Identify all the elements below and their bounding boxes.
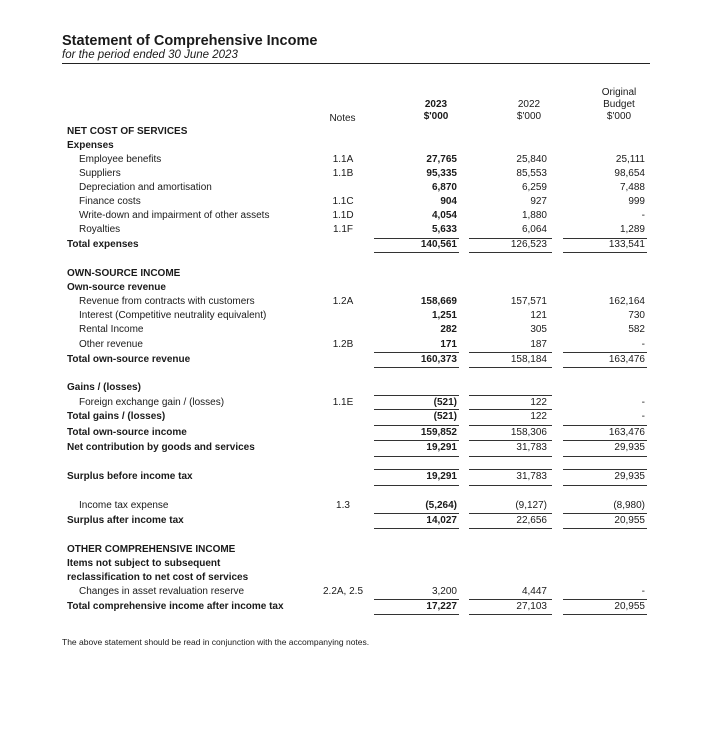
row-label: Interest (Competitive neutrality equivalent) [79,310,267,321]
footnote: The above statement should be read in conjunction with the accompanying notes. [62,637,370,647]
rule [563,425,647,426]
row-label: Royalties [79,224,121,235]
value-budget: 1,289 [619,224,645,235]
value-2023: 171 [440,339,457,350]
row-label: Expenses [67,140,114,151]
table-row [62,441,662,455]
value-2022: 126,523 [510,239,547,250]
row-label: Gains / (losses) [67,382,141,393]
rule [469,238,552,239]
value-2023: (521) [433,397,457,408]
rule [374,367,459,368]
value-budget: 98,654 [614,168,645,179]
value-budget: - [641,586,645,597]
rule [374,528,459,529]
rule [469,513,552,514]
column-header-2022-unit: $'000 [516,111,542,122]
value-budget: 29,935 [614,471,645,482]
row-label: Total comprehensive income after income tax [67,601,284,612]
rule [469,485,552,486]
row-label: Finance costs [79,196,141,207]
value-2022: 85,553 [516,168,547,179]
value-2023: 95,335 [426,168,457,179]
row-label: Own-source revenue [67,282,166,293]
rule [563,456,647,457]
row-note: 2.2A, 2.5 [322,586,364,597]
value-budget: - [641,397,645,408]
notes-column-header: Notes [329,113,356,124]
value-2022: (9,127) [515,500,547,511]
column-header-budget [578,87,660,123]
row-label: OWN-SOURCE INCOME [67,268,181,279]
table-row [62,267,662,281]
table-row [62,571,662,585]
row-note: 1.2A [332,296,354,307]
rule [563,528,647,529]
row-note: 1.1B [332,168,354,179]
value-2023: 159,852 [420,427,457,438]
value-2022: 31,783 [516,471,547,482]
value-2022: 27,103 [516,601,547,612]
table-row [62,181,662,195]
value-2022: 158,306 [510,427,547,438]
value-budget: (8,980) [613,500,645,511]
row-label: Surplus before income tax [67,471,193,482]
column-header-2023 [395,99,477,123]
row-label: Total gains / (losses) [67,411,166,422]
value-2022: 25,840 [516,154,547,165]
row-label: Revenue from contracts with customers [79,296,255,307]
column-header-2022-year: 2022 [517,99,541,110]
value-2022: 22,656 [516,515,547,526]
rule [374,485,459,486]
rule [469,425,552,426]
value-2023: 14,027 [426,515,457,526]
table-row [62,396,662,410]
value-2023: 17,227 [426,601,457,612]
value-2023: 4,054 [431,210,457,221]
rule [374,395,459,396]
row-label: Other revenue [79,339,143,350]
value-budget: 999 [628,196,645,207]
rule [563,614,647,615]
rule [374,238,459,239]
row-label: Suppliers [79,168,121,179]
rule [469,252,552,253]
value-budget: 582 [628,324,645,335]
rule [374,456,459,457]
value-budget: 25,111 [615,154,645,165]
rule [469,440,552,441]
value-2023: 19,291 [426,471,457,482]
column-header-2023-unit: $'000 [423,111,449,122]
row-label: Rental Income [79,324,144,335]
value-2022: 31,783 [516,442,547,453]
rule [563,513,647,514]
row-label: Changes in asset revaluation reserve [79,586,245,597]
column-header-budget-line2: Budget [603,99,635,110]
column-header-budget-unit: $'000 [606,111,632,122]
row-label: OTHER COMPREHENSIVE INCOME [67,544,236,555]
rule [469,528,552,529]
row-label: Depreciation and amortisation [79,182,212,193]
value-2023: 282 [440,324,457,335]
row-note: 1.1E [332,397,354,408]
value-2023: 19,291 [426,442,457,453]
value-budget: 133,541 [608,239,645,250]
table-row [62,209,662,223]
row-label: NET COST OF SERVICES [67,126,188,137]
value-budget: 29,935 [614,442,645,453]
column-header-2023-year: 2023 [424,99,448,110]
table-row [62,125,662,139]
table-row [62,543,662,557]
value-2022: 158,184 [510,354,547,365]
row-note: 1.2B [332,339,354,350]
value-budget: 163,476 [608,427,645,438]
rule [563,599,647,600]
rule [469,409,552,410]
rule [469,599,552,600]
row-note: 1.1C [332,196,354,207]
table-row [62,223,662,237]
table-row [62,585,662,599]
value-2023: 904 [440,196,457,207]
rule [374,425,459,426]
table-row [62,338,662,352]
table-row [62,195,662,209]
value-budget: - [641,339,645,350]
rule [374,469,459,470]
row-note: 1.1D [332,210,354,221]
row-label: Write-down and impairment of other assets [79,210,270,221]
value-2022: 122 [530,397,547,408]
statement-title: Statement of Comprehensive Income [62,33,318,49]
row-label: Employee benefits [79,154,162,165]
value-budget: - [641,411,645,422]
value-budget: 162,164 [608,296,645,307]
table-row [62,295,662,309]
value-2022: 121 [530,310,547,321]
rule [469,395,552,396]
value-budget: 163,476 [608,354,645,365]
value-2022: 4,447 [521,586,547,597]
column-header-budget-line1: Original [601,87,637,98]
row-label: Total own-source income [67,427,187,438]
row-label: Income tax expense [79,500,169,511]
table-row [62,499,662,513]
value-2023: 1,251 [431,310,457,321]
rule [374,352,459,353]
title-rule [62,63,650,64]
statement-subtitle: for the period ended 30 June 2023 [62,49,238,61]
row-label: Surplus after income tax [67,515,184,526]
row-label: Foreign exchange gain / (losses) [79,397,225,408]
value-2022: 1,880 [521,210,547,221]
table-row [62,153,662,167]
value-2023: 3,200 [431,586,457,597]
table-row [62,381,662,395]
table-row [62,470,662,484]
table-row [62,557,662,571]
rule [469,367,552,368]
value-2022: 305 [530,324,547,335]
table-row [62,167,662,181]
row-label: Total own-source revenue [67,354,191,365]
table-row [62,426,662,440]
value-2022: 122 [530,411,547,422]
table-row [62,410,662,424]
value-2023: 6,870 [431,182,457,193]
rule [563,367,647,368]
row-label: Items not subject to subsequent [67,558,221,569]
rule [374,599,459,600]
rule [563,469,647,470]
value-budget: 20,955 [614,601,645,612]
table-row [62,353,662,367]
rule [374,440,459,441]
table-row [62,238,662,252]
table-row [62,281,662,295]
value-2022: 6,259 [521,182,547,193]
row-note: 1.3 [336,500,350,511]
value-2022: 6,064 [521,224,547,235]
value-budget: 7,488 [619,182,645,193]
value-2023: 140,561 [420,239,457,250]
rule [563,252,647,253]
rule [563,440,647,441]
value-2023: 158,669 [420,296,457,307]
rule [469,614,552,615]
table-row [62,514,662,528]
rule [563,485,647,486]
row-note: 1.1A [332,154,354,165]
table-row [62,323,662,337]
row-note: 1.1F [332,224,353,235]
value-budget: 730 [628,310,645,321]
table-row [62,139,662,153]
rule [469,469,552,470]
rule [563,238,647,239]
value-2022: 157,571 [510,296,547,307]
value-2023: 160,373 [420,354,457,365]
value-2023: (521) [433,411,457,422]
value-2023: 27,765 [426,154,457,165]
column-header-2022 [488,99,570,123]
row-label: Net contribution by goods and services [67,442,255,453]
rule [374,252,459,253]
table-row [62,309,662,323]
row-label: Total expenses [67,239,139,250]
value-2022: 187 [530,339,547,350]
value-2023: 5,633 [431,224,457,235]
rule [563,352,647,353]
value-budget: - [641,210,645,221]
rule [374,614,459,615]
value-2023: (5,264) [425,500,457,511]
rule [374,513,459,514]
rule [469,456,552,457]
row-label: reclassification to net cost of services [67,572,249,583]
rule [469,352,552,353]
value-2022: 927 [530,196,547,207]
value-budget: 20,955 [614,515,645,526]
rule [374,409,459,410]
table-row [62,600,662,614]
